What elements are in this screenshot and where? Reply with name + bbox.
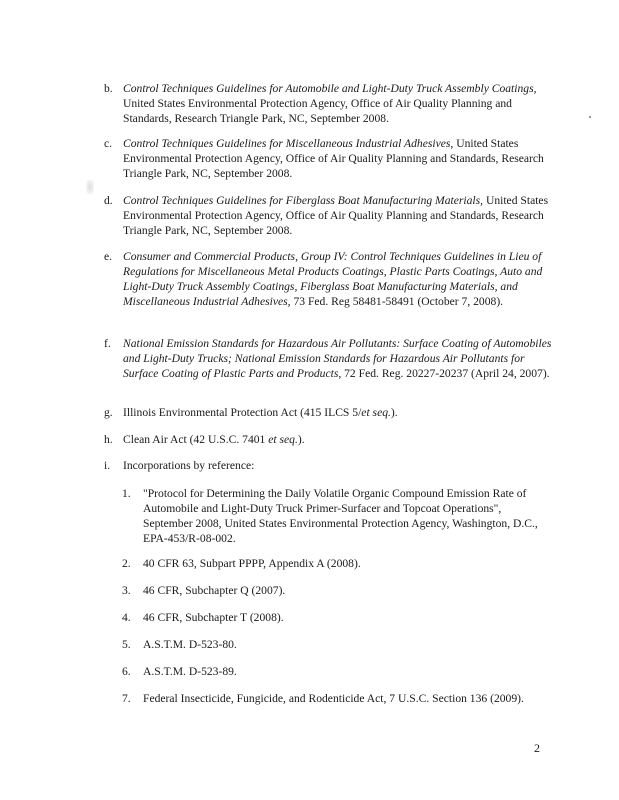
item-label: h. xyxy=(104,433,113,446)
incorporation-item-3 xyxy=(122,583,552,598)
incorporation-item-7 xyxy=(122,691,552,706)
incorporation-item-1 xyxy=(122,486,552,546)
item-label: d. xyxy=(104,194,113,207)
subitem-label: 7. xyxy=(122,692,131,705)
item-text: Incorporations by reference: xyxy=(123,459,255,472)
item-title: Consumer and Commercial Products, Group IV: Control Techniques Guidelines in Lieu of Regulations for Miscellaneous Metal Products Coatings, Plastic Parts Coatings, Auto and Light-Duty Truck Assembly Coatings, Fiberglass Boat Manufacturing Materials, and Miscellaneous Industrial Adhesives, xyxy=(123,250,543,308)
scan-speck xyxy=(589,116,591,118)
subitem-text: Federal Insecticide, Fungicide, and Rodenticide Act, 7 U.S.C. Section 136 (2009). xyxy=(143,692,524,705)
item-text-end: ). xyxy=(297,433,305,446)
subitem-label: 1. xyxy=(122,487,131,500)
reference-item-d xyxy=(104,193,554,238)
reference-item-e xyxy=(104,249,554,309)
subitem-label: 3. xyxy=(122,584,131,597)
item-label: i. xyxy=(104,459,111,472)
incorporation-item-5 xyxy=(122,637,552,652)
item-title: Control Techniques Guidelines for Automobile and Light-Duty Truck Assembly Coatings, xyxy=(123,82,537,95)
item-text: United States Environmental Protection Agency, Office of Air Quality Planning and Standards, Research Triangle Park, NC, September 2008. xyxy=(123,137,544,180)
item-label: b. xyxy=(104,82,113,95)
reference-item-c xyxy=(104,136,554,181)
item-title: National Emission Standards for Hazardous Air Pollutants: Surface Coating of Automobiles and Light-Duty Trucks; National Emission Standards for Hazardous Air Pollutants for Surface Coating of Plastic Parts and Products, xyxy=(123,337,552,380)
item-text: 73 Fed. Reg 58481-58491 (October 7, 2008). xyxy=(290,295,504,308)
reference-item-f xyxy=(104,336,554,381)
reference-item-b xyxy=(104,81,554,126)
item-label: f. xyxy=(104,337,111,350)
subitem-label: 6. xyxy=(122,665,131,678)
subitem-label: 2. xyxy=(122,557,131,570)
subitem-text: 46 CFR, Subchapter Q (2007). xyxy=(143,584,286,597)
item-title: Control Techniques Guidelines for Miscellaneous Industrial Adhesives, xyxy=(123,137,454,150)
item-label: g. xyxy=(104,406,113,419)
item-text: 72 Fed. Reg. 20227-20237 (April 24, 2007). xyxy=(341,367,550,380)
incorporation-item-6 xyxy=(122,664,552,679)
subitem-text: A.S.T.M. D-523-80. xyxy=(143,638,237,651)
item-italic: et seq. xyxy=(361,406,391,419)
subitem-text: 46 CFR, Subchapter T (2008). xyxy=(143,611,284,624)
page-number: 2 xyxy=(534,741,540,755)
item-title: Control Techniques Guidelines for Fiberglass Boat Manufacturing Materials, xyxy=(123,194,484,207)
item-italic: et seq. xyxy=(268,433,298,446)
item-text: United States Environmental Protection Agency, Office of Air Quality Planning and Standards, Research Triangle Park, NC, September 2008. xyxy=(123,97,512,125)
subitem-text: "Protocol for Determining the Daily Volatile Organic Compound Emission Rate of Automobile and Light-Duty Truck Primer-Surfacer and Topcoat Operations", September 2008, United States Environmental Protection Agency, Washington, D.C., EPA-453/R-08-002. xyxy=(143,487,538,545)
item-text: Clean Air Act (42 U.S.C. 7401 xyxy=(123,433,269,446)
item-label: c. xyxy=(104,137,113,150)
reference-item-i xyxy=(104,458,554,473)
item-text: United States Environmental Protection Agency, Office of Air Quality Planning and Standards, Research Triangle Park, NC, September 2008. xyxy=(123,194,549,237)
item-label: e. xyxy=(104,250,113,263)
reference-item-g xyxy=(104,405,554,420)
scan-smudge xyxy=(86,180,94,194)
subitem-label: 5. xyxy=(122,638,131,651)
reference-item-h xyxy=(104,432,554,447)
item-text: Illinois Environmental Protection Act (415 ILCS 5/ xyxy=(123,406,362,419)
incorporation-item-4 xyxy=(122,610,552,625)
subitem-text: A.S.T.M. D-523-89. xyxy=(143,665,237,678)
item-text-end: ). xyxy=(390,406,398,419)
incorporation-item-2 xyxy=(122,556,552,571)
subitem-label: 4. xyxy=(122,611,131,624)
subitem-text: 40 CFR 63, Subpart PPPP, Appendix A (2008). xyxy=(143,557,361,570)
